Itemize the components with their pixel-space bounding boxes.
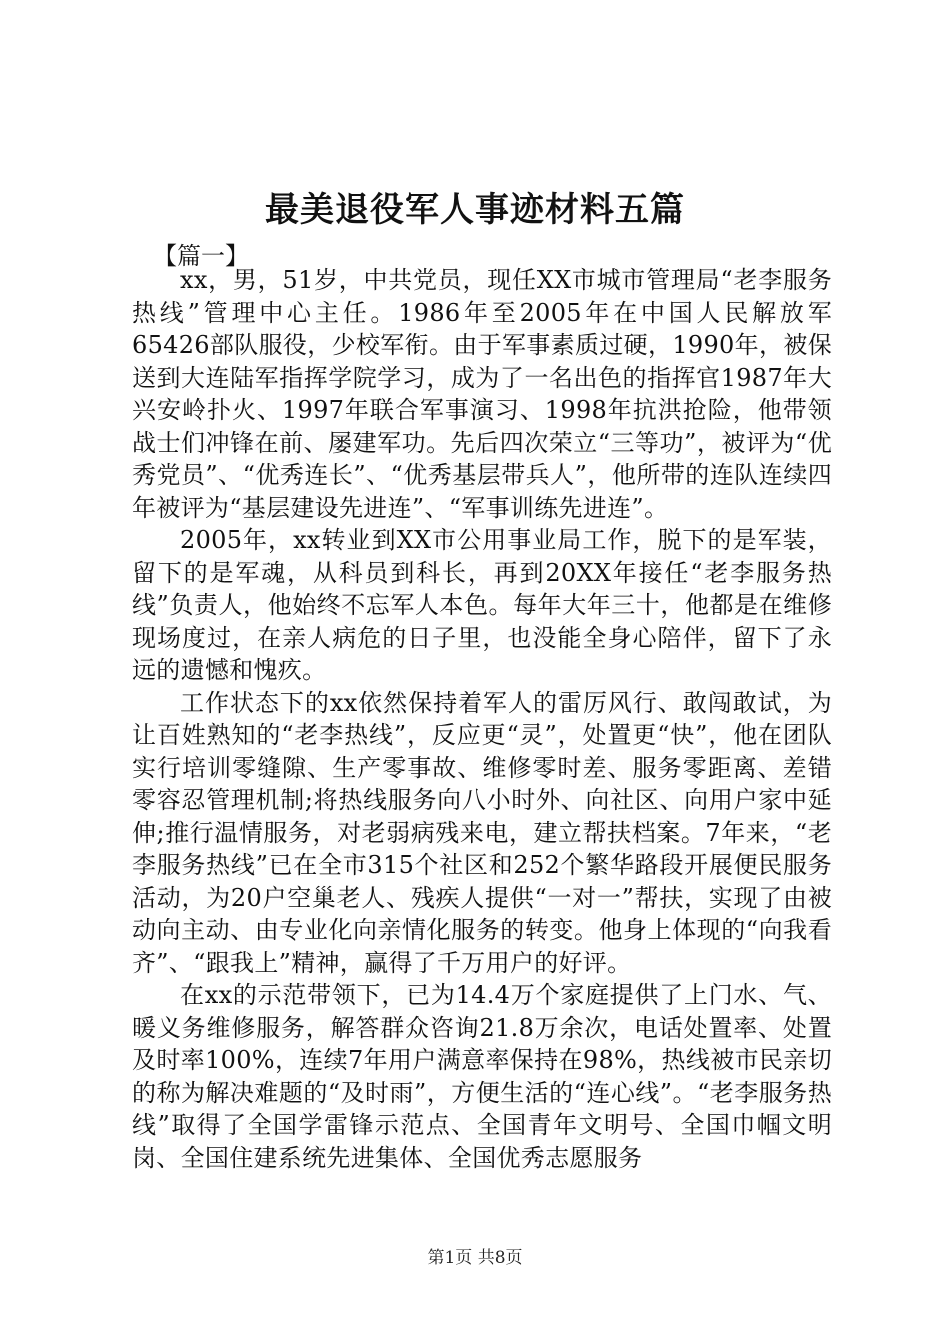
document-body — [132, 264, 832, 1174]
paragraph: 在xx的示范带领下，已为14.4万个家庭提供了上门水、气、暖义务维修服务，解答群众咨询21.8万余次，电话处置率、处置及时率100%，连续7年用户满意率保持在98%，热线被市民亲切的称为解决难题的“及时雨”，方便生活的“连心线”。“老李服务热线”取得了全国学雷锋示范点、全国青年文明号、全国巾帼文明岗、全国住建系统先进集体、全国优秀志愿服务 — [132, 981, 832, 1172]
paragraph: 工作状态下的xx依然保持着军人的雷厉风行、敢闯敢试，为让百姓熟知的“老李热线”，反应更“灵”，处置更“快”，他在团队实行培训零缝隙、生产零事故、维修零时差、服务零距离、差错零容忍管理机制;将热线服务向八小时外、向社区、向用户家中延伸;推行温情服务，对老弱病残来电，建立帮扶档案。7年来，“老李服务热线”已在全市315个社区和252个繁华路段开展便民服务活动，为20户空巢老人、残疾人提供“一对一”帮扶，实现了由被动向主动、由专业化向亲情化服务的转变。他身上体现的“向我看齐”、“跟我上”精神，赢得了千万用户的好评。 — [132, 688, 832, 977]
paragraph: xx，男，51岁，中共党员，现任XX市城市管理局“老李服务热线”管理中心主任。1986年至2005年在中国人民解放军65426部队服役，少校军衔。由于军事素质过硬，1990年，被保送到大连陆军指挥学院学习，成为了一名出色的指挥官1987年大兴安岭扑火、1997年联合军事演习、1998年抗洪抢险，他带领战士们冲锋在前、屡建军功。先后四次荣立“三等功”，被评为“优秀党员”、“优秀连长”、“优秀基层带兵人”，他所带的连队连续四年被评为“基层建设先进连”、“军事训练先进连”。 — [132, 266, 832, 522]
paragraph: 2005年，xx转业到XX市公用事业局工作，脱下的是军装，留下的是军魂，从科员到科长，再到20XX年接任“老李服务热线”负责人，他始终不忘军人本色。每年大年三十，他都是在维修现场度过，在亲人病危的日子里，也没能全身心陪伴，留下了永远的遗憾和愧疚。 — [132, 526, 832, 684]
page-footer: 第1页 共8页 — [427, 1248, 523, 1268]
section-heading: 【篇一】 — [153, 242, 249, 270]
document-title: 最美退役军人事迹材料五篇 — [265, 190, 685, 230]
